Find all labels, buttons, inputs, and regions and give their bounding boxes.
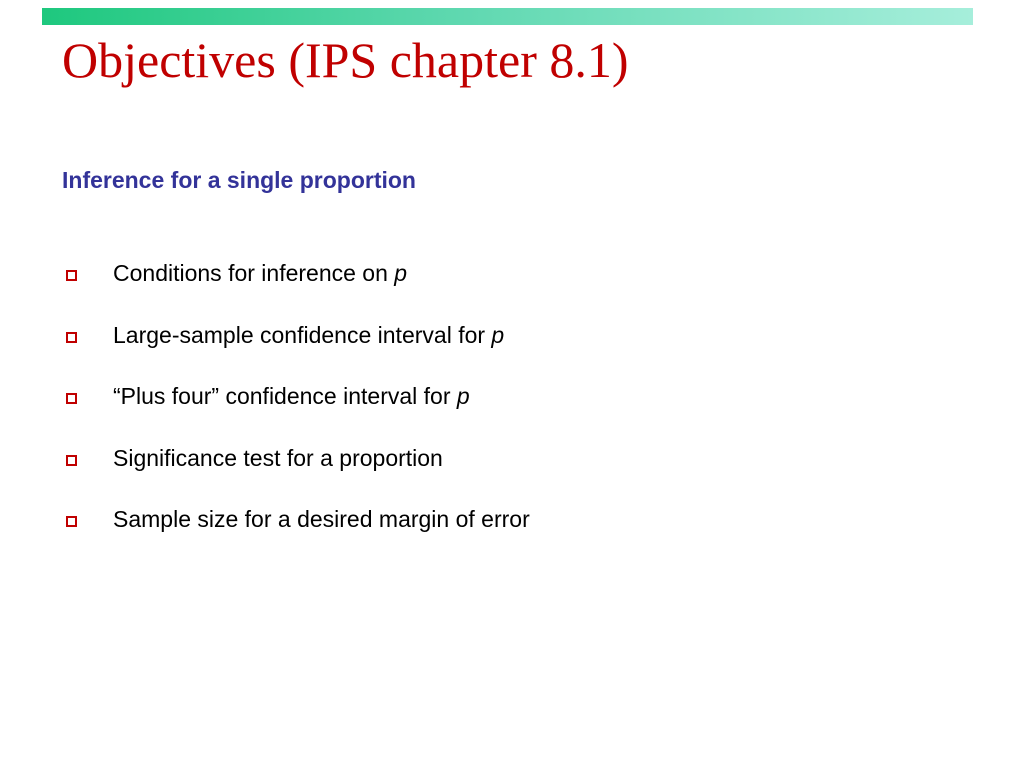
bullet-label: Significance test for a proportion [113, 444, 443, 471]
bullet-text [113, 258, 407, 288]
bullet-variable: p [456, 383, 470, 409]
slide-title: Objectives (IPS chapter 8.1) [62, 32, 629, 88]
bullet-label: Large-sample confidence interval for [113, 321, 492, 348]
hollow-square-icon [66, 455, 77, 466]
bullet-variable: p [491, 321, 505, 348]
bullet-label: Sample size for a desired margin of error [113, 506, 530, 532]
hollow-square-icon [66, 393, 77, 404]
bullet-variable: p [394, 260, 408, 286]
hollow-square-icon [66, 516, 77, 527]
bullet-text [113, 443, 443, 473]
slide-subtitle: Inference for a single proportion [62, 167, 416, 193]
bullet-label: “Plus four” confidence interval for [113, 383, 457, 409]
hollow-square-icon [66, 270, 77, 281]
bullet-label: Conditions for inference on [113, 260, 395, 286]
hollow-square-icon [66, 332, 77, 343]
bullet-text [113, 381, 470, 411]
bullet-text [113, 320, 504, 350]
decorative-gradient-bar [42, 8, 973, 25]
bullet-text [113, 504, 530, 534]
